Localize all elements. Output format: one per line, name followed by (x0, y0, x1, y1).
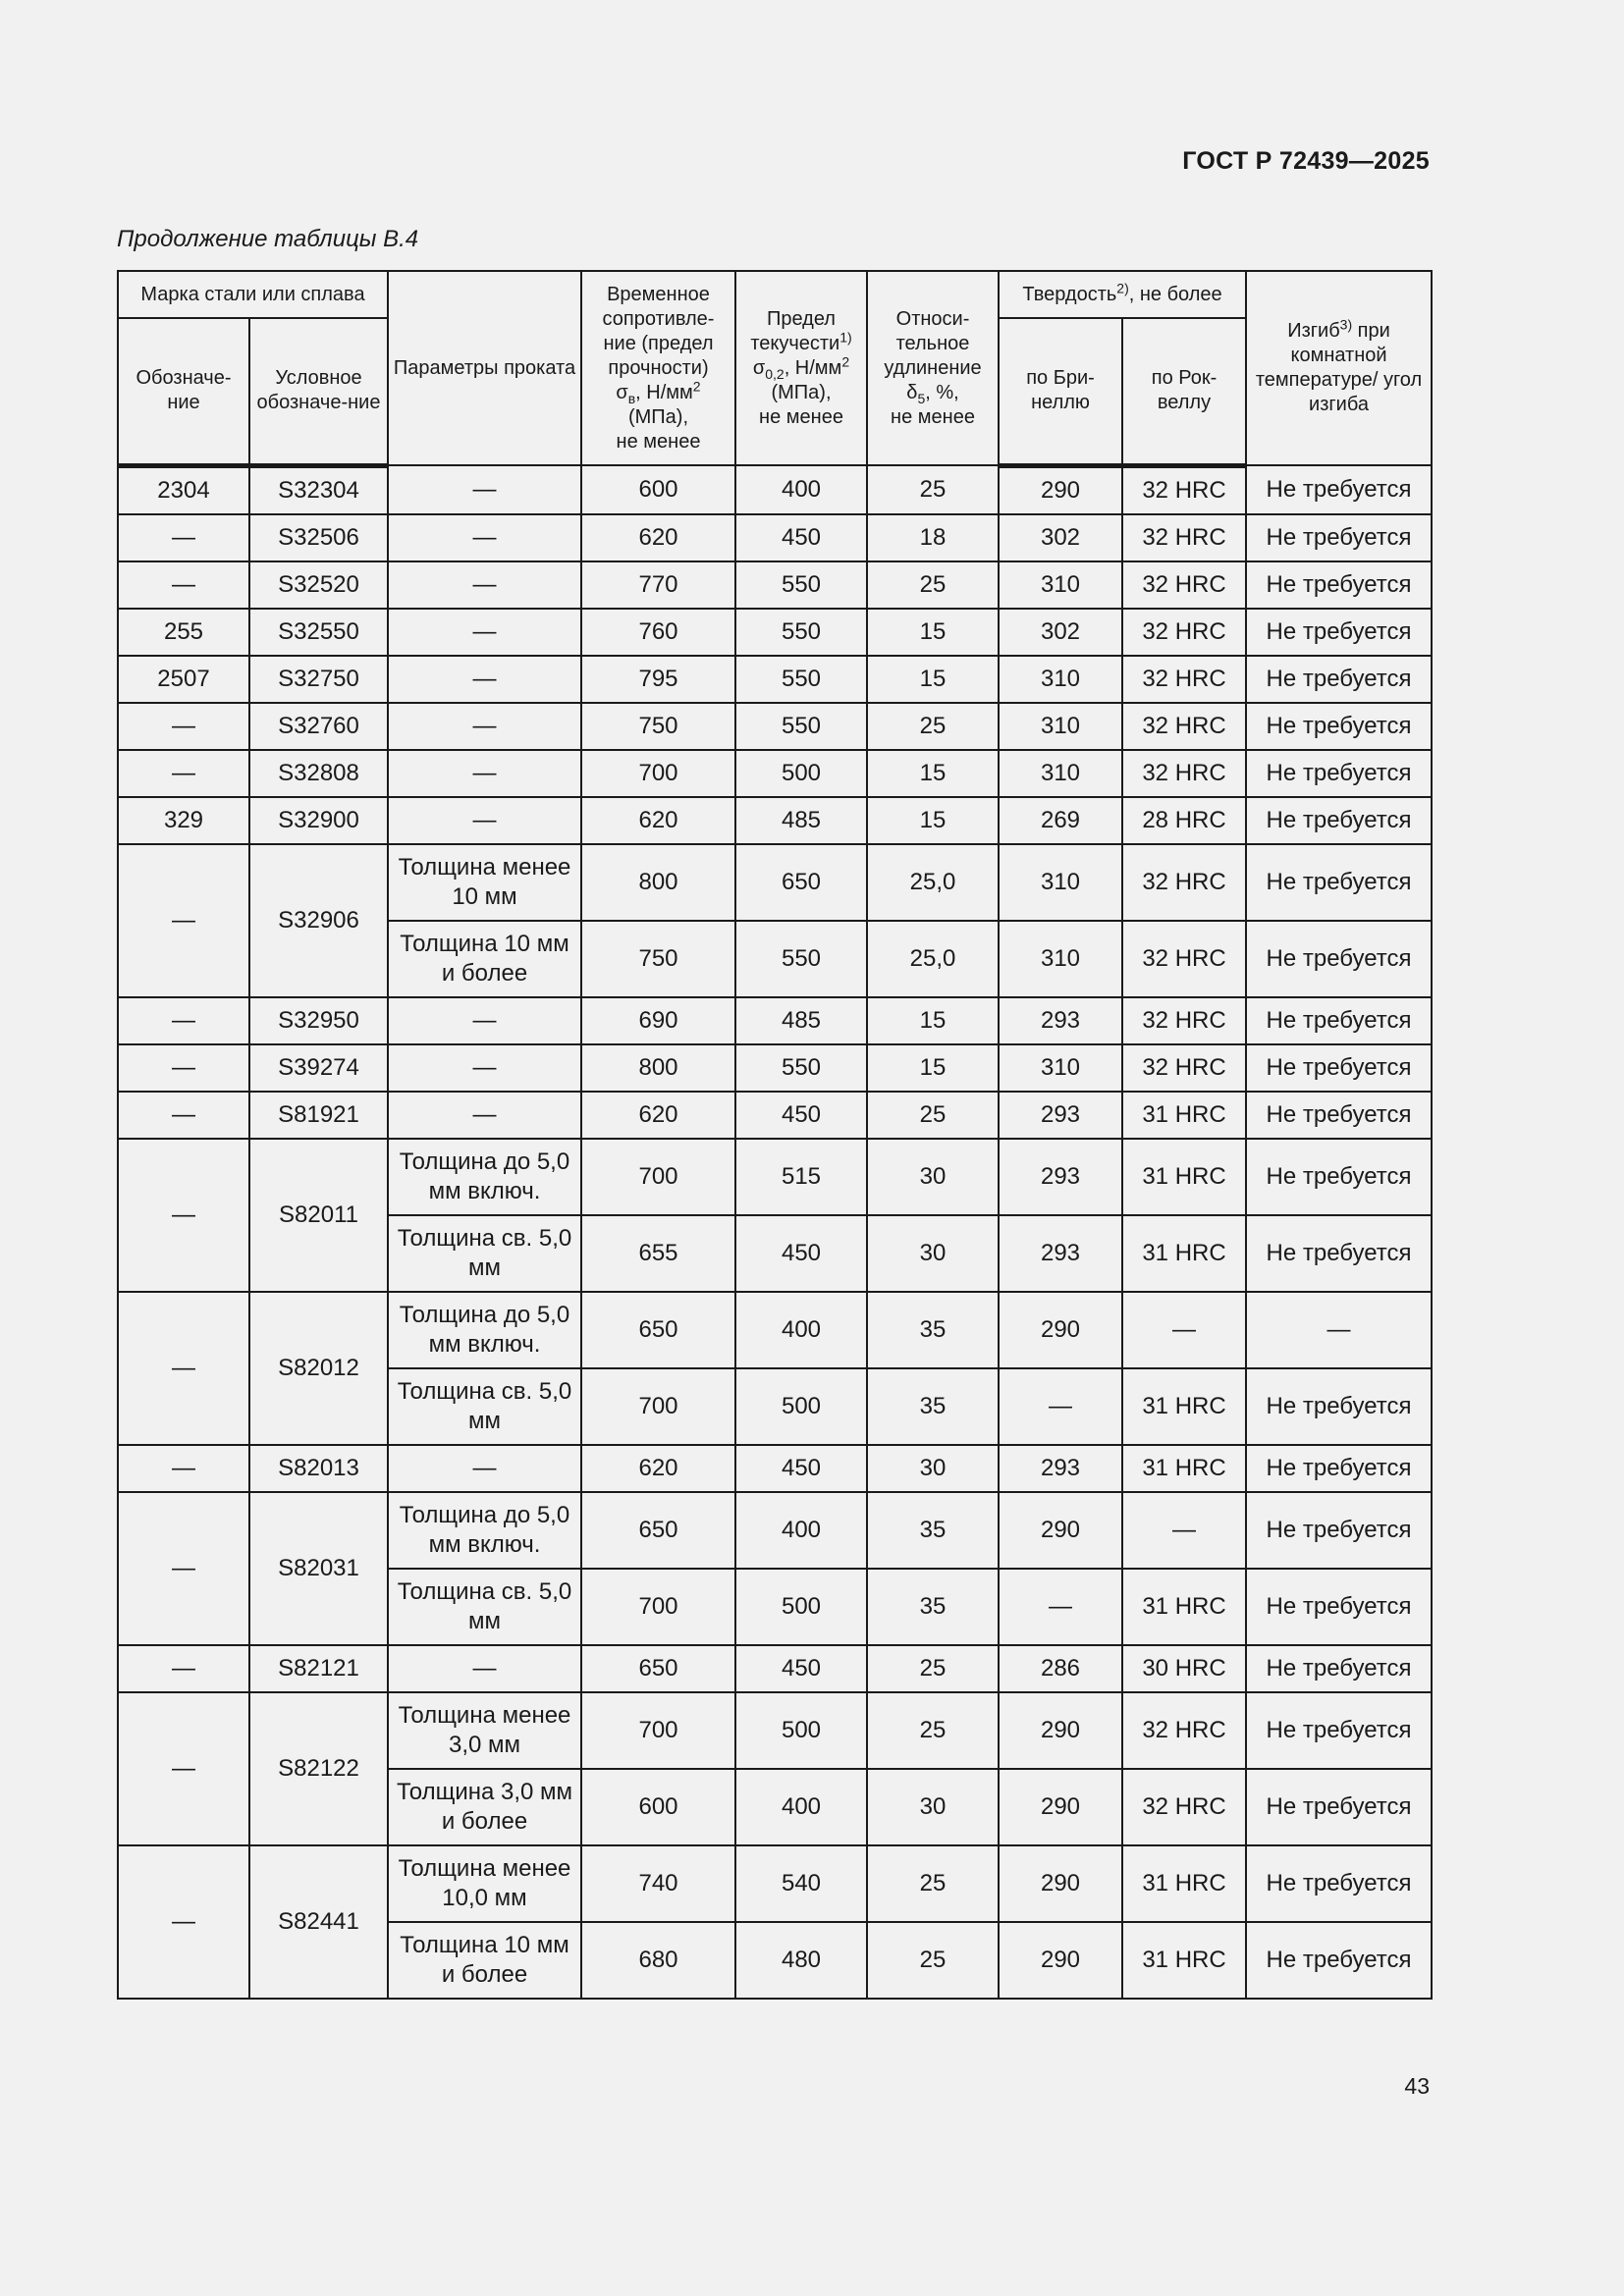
cell-tensile: 620 (581, 1445, 735, 1492)
cell-designation: — (118, 1092, 249, 1139)
cell-rockwell: — (1122, 1492, 1246, 1569)
standard-number: ГОСТ Р 72439—2025 (1182, 147, 1430, 175)
cell-tensile: 700 (581, 750, 735, 797)
cell-bend: Не требуется (1246, 609, 1432, 656)
cell-elongation: 35 (867, 1368, 999, 1445)
cell-rockwell: 32 HRC (1122, 1769, 1246, 1845)
cell-elongation: 25 (867, 561, 999, 609)
cell-tensile: 760 (581, 609, 735, 656)
cell-conventional: S82012 (249, 1292, 388, 1445)
cell-yield: 500 (735, 750, 867, 797)
cell-brinell: 293 (999, 1445, 1122, 1492)
cell-bend: Не требуется (1246, 1845, 1432, 1922)
header-brinell: по Бри-неллю (999, 318, 1122, 465)
cell-bend: Не требуется (1246, 750, 1432, 797)
table-row (118, 656, 1432, 703)
cell-params: Толщина до 5,0 мм включ. (388, 1492, 581, 1569)
cell-conventional: S32906 (249, 844, 388, 997)
cell-bend: Не требуется (1246, 997, 1432, 1044)
cell-tensile: 600 (581, 465, 735, 514)
cell-brinell: 286 (999, 1645, 1122, 1692)
cell-designation: 329 (118, 797, 249, 844)
cell-yield: 540 (735, 1845, 867, 1922)
cell-conventional: S32760 (249, 703, 388, 750)
cell-params: — (388, 465, 581, 514)
header-rockwell: по Рок-веллу (1122, 318, 1246, 465)
cell-designation: — (118, 1845, 249, 1999)
cell-params: — (388, 750, 581, 797)
cell-bend: Не требуется (1246, 1692, 1432, 1769)
cell-params: Толщина 3,0 мм и более (388, 1769, 581, 1845)
cell-tensile: 650 (581, 1292, 735, 1368)
cell-rockwell: 32 HRC (1122, 609, 1246, 656)
cell-params: — (388, 561, 581, 609)
cell-rockwell: — (1122, 1292, 1246, 1368)
cell-tensile: 800 (581, 1044, 735, 1092)
header-bend: Изгиб$^{3)}$ при комнатной температуре/ угол изгиба (1246, 271, 1432, 465)
table-row (118, 703, 1432, 750)
cell-bend: Не требуется (1246, 465, 1432, 514)
cell-elongation: 30 (867, 1139, 999, 1215)
cell-tensile: 620 (581, 1092, 735, 1139)
cell-params: — (388, 797, 581, 844)
cell-yield: 400 (735, 1769, 867, 1845)
header-designation: Обозначе-ние (118, 318, 249, 465)
header-conventional: Условное обозначе-ние (249, 318, 388, 465)
table-row (118, 797, 1432, 844)
cell-conventional: S82013 (249, 1445, 388, 1492)
cell-bend: Не требуется (1246, 1492, 1432, 1569)
cell-designation: — (118, 1445, 249, 1492)
cell-yield: 450 (735, 1445, 867, 1492)
cell-brinell: 293 (999, 1139, 1122, 1215)
header-tensile: Временное сопротивле-ние (предел прочности) $\sigma_в$, $Н/мм^2$ (МПа), не менее (581, 271, 735, 465)
cell-conventional: S32520 (249, 561, 388, 609)
cell-conventional: S32950 (249, 997, 388, 1044)
cell-designation: — (118, 750, 249, 797)
table-row (118, 1692, 1432, 1769)
header-elongation: Относи-тельное удлинение $\delta_5$, %, не менее (867, 271, 999, 465)
cell-designation: — (118, 1292, 249, 1445)
cell-elongation: 25,0 (867, 921, 999, 997)
cell-yield: 450 (735, 514, 867, 561)
cell-elongation: 25 (867, 703, 999, 750)
cell-bend: Не требуется (1246, 656, 1432, 703)
cell-yield: 450 (735, 1092, 867, 1139)
cell-yield: 550 (735, 561, 867, 609)
cell-tensile: 700 (581, 1692, 735, 1769)
cell-rockwell: 32 HRC (1122, 997, 1246, 1044)
cell-rockwell: 32 HRC (1122, 656, 1246, 703)
cell-conventional: S39274 (249, 1044, 388, 1092)
cell-yield: 500 (735, 1692, 867, 1769)
table-row (118, 997, 1432, 1044)
header-grade-group: Марка стали или сплава (118, 271, 388, 318)
cell-yield: 550 (735, 656, 867, 703)
cell-conventional: S82441 (249, 1845, 388, 1999)
cell-brinell: 290 (999, 1845, 1122, 1922)
cell-params: Толщина св. 5,0 мм (388, 1368, 581, 1445)
header-params: Параметры проката (388, 271, 581, 465)
table-row (118, 1139, 1432, 1215)
cell-tensile: 620 (581, 514, 735, 561)
cell-designation: — (118, 844, 249, 997)
cell-designation: 2507 (118, 656, 249, 703)
cell-bend: Не требуется (1246, 1368, 1432, 1445)
cell-rockwell: 28 HRC (1122, 797, 1246, 844)
cell-designation: — (118, 1692, 249, 1845)
cell-bend: Не требуется (1246, 1139, 1432, 1215)
cell-params: — (388, 703, 581, 750)
cell-brinell: 302 (999, 514, 1122, 561)
cell-conventional: S81921 (249, 1092, 388, 1139)
cell-conventional: S32550 (249, 609, 388, 656)
cell-brinell: 290 (999, 1922, 1122, 1999)
cell-elongation: 30 (867, 1445, 999, 1492)
cell-tensile: 620 (581, 797, 735, 844)
cell-elongation: 15 (867, 750, 999, 797)
cell-bend: Не требуется (1246, 1922, 1432, 1999)
cell-yield: 515 (735, 1139, 867, 1215)
cell-designation: 2304 (118, 465, 249, 514)
cell-designation: 255 (118, 609, 249, 656)
cell-elongation: 25 (867, 1092, 999, 1139)
cell-rockwell: 31 HRC (1122, 1922, 1246, 1999)
cell-brinell: 269 (999, 797, 1122, 844)
table-caption: Продолжение таблицы В.4 (117, 226, 419, 252)
cell-tensile: 690 (581, 997, 735, 1044)
cell-brinell: 302 (999, 609, 1122, 656)
table-row (118, 1445, 1432, 1492)
cell-params: Толщина 10 мм и более (388, 921, 581, 997)
cell-tensile: 770 (581, 561, 735, 609)
cell-yield: 500 (735, 1368, 867, 1445)
cell-tensile: 680 (581, 1922, 735, 1999)
cell-brinell: 310 (999, 1044, 1122, 1092)
steel-properties-table (117, 270, 1433, 2000)
cell-params: Толщина 10 мм и более (388, 1922, 581, 1999)
table-row (118, 609, 1432, 656)
cell-rockwell: 31 HRC (1122, 1368, 1246, 1445)
cell-conventional: S82011 (249, 1139, 388, 1292)
cell-params: — (388, 1445, 581, 1492)
table-row (118, 514, 1432, 561)
cell-rockwell: 31 HRC (1122, 1569, 1246, 1645)
cell-brinell: 310 (999, 703, 1122, 750)
cell-rockwell: 32 HRC (1122, 561, 1246, 609)
cell-conventional: S32304 (249, 465, 388, 514)
cell-params: Толщина до 5,0 мм включ. (388, 1292, 581, 1368)
cell-yield: 550 (735, 1044, 867, 1092)
table-row (118, 1845, 1432, 1922)
cell-rockwell: 32 HRC (1122, 750, 1246, 797)
cell-conventional: S32900 (249, 797, 388, 844)
cell-bend: Не требуется (1246, 1044, 1432, 1092)
cell-elongation: 15 (867, 656, 999, 703)
cell-conventional: S32506 (249, 514, 388, 561)
cell-elongation: 35 (867, 1569, 999, 1645)
cell-rockwell: 32 HRC (1122, 1044, 1246, 1092)
cell-params: Толщина менее 10 мм (388, 844, 581, 921)
cell-rockwell: 32 HRC (1122, 465, 1246, 514)
table-row (118, 465, 1432, 514)
cell-params: — (388, 514, 581, 561)
cell-rockwell: 32 HRC (1122, 703, 1246, 750)
cell-bend: Не требуется (1246, 1569, 1432, 1645)
cell-bend: Не требуется (1246, 1769, 1432, 1845)
cell-yield: 450 (735, 1645, 867, 1692)
cell-tensile: 600 (581, 1769, 735, 1845)
cell-rockwell: 31 HRC (1122, 1445, 1246, 1492)
cell-bend: Не требуется (1246, 844, 1432, 921)
cell-elongation: 25 (867, 1922, 999, 1999)
cell-tensile: 700 (581, 1368, 735, 1445)
cell-rockwell: 32 HRC (1122, 844, 1246, 921)
cell-brinell: 310 (999, 656, 1122, 703)
cell-designation: — (118, 514, 249, 561)
cell-brinell: 290 (999, 1769, 1122, 1845)
cell-brinell: 293 (999, 1215, 1122, 1292)
cell-elongation: 25 (867, 1845, 999, 1922)
cell-rockwell: 32 HRC (1122, 921, 1246, 997)
cell-yield: 550 (735, 921, 867, 997)
cell-params: Толщина св. 5,0 мм (388, 1215, 581, 1292)
cell-tensile: 740 (581, 1845, 735, 1922)
cell-brinell: — (999, 1569, 1122, 1645)
cell-brinell: 290 (999, 1692, 1122, 1769)
cell-elongation: 15 (867, 997, 999, 1044)
cell-brinell: 310 (999, 844, 1122, 921)
cell-designation: — (118, 1139, 249, 1292)
cell-conventional: S82122 (249, 1692, 388, 1845)
cell-bend: Не требуется (1246, 703, 1432, 750)
cell-params: — (388, 609, 581, 656)
cell-params: Толщина менее 3,0 мм (388, 1692, 581, 1769)
cell-bend: — (1246, 1292, 1432, 1368)
cell-tensile: 800 (581, 844, 735, 921)
cell-params: Толщина до 5,0 мм включ. (388, 1139, 581, 1215)
table-row (118, 750, 1432, 797)
table-row (118, 1645, 1432, 1692)
cell-rockwell: 30 HRC (1122, 1645, 1246, 1692)
cell-params: — (388, 1645, 581, 1692)
cell-tensile: 700 (581, 1139, 735, 1215)
cell-conventional: S82031 (249, 1492, 388, 1645)
cell-rockwell: 31 HRC (1122, 1139, 1246, 1215)
cell-conventional: S32750 (249, 656, 388, 703)
cell-tensile: 750 (581, 921, 735, 997)
cell-bend: Не требуется (1246, 561, 1432, 609)
cell-bend: Не требуется (1246, 797, 1432, 844)
cell-yield: 550 (735, 703, 867, 750)
cell-elongation: 30 (867, 1769, 999, 1845)
cell-brinell: — (999, 1368, 1122, 1445)
cell-elongation: 25 (867, 465, 999, 514)
cell-yield: 650 (735, 844, 867, 921)
cell-yield: 485 (735, 997, 867, 1044)
cell-elongation: 30 (867, 1215, 999, 1292)
cell-tensile: 750 (581, 703, 735, 750)
cell-designation: — (118, 703, 249, 750)
cell-brinell: 290 (999, 1492, 1122, 1569)
cell-bend: Не требуется (1246, 1092, 1432, 1139)
cell-yield: 400 (735, 465, 867, 514)
cell-brinell: 310 (999, 561, 1122, 609)
cell-params: — (388, 997, 581, 1044)
cell-yield: 550 (735, 609, 867, 656)
cell-rockwell: 31 HRC (1122, 1092, 1246, 1139)
cell-brinell: 293 (999, 1092, 1122, 1139)
table-row (118, 844, 1432, 921)
cell-conventional: S32808 (249, 750, 388, 797)
page-number: 43 (1404, 2073, 1430, 2099)
cell-designation: — (118, 1044, 249, 1092)
cell-yield: 400 (735, 1492, 867, 1569)
cell-elongation: 15 (867, 1044, 999, 1092)
cell-tensile: 655 (581, 1215, 735, 1292)
table-row (118, 1292, 1432, 1368)
cell-yield: 485 (735, 797, 867, 844)
cell-params: Толщина св. 5,0 мм (388, 1569, 581, 1645)
cell-bend: Не требуется (1246, 1645, 1432, 1692)
table-row (118, 1092, 1432, 1139)
cell-tensile: 700 (581, 1569, 735, 1645)
cell-brinell: 290 (999, 1292, 1122, 1368)
cell-params: — (388, 1092, 581, 1139)
cell-elongation: 25,0 (867, 844, 999, 921)
cell-brinell: 310 (999, 750, 1122, 797)
cell-yield: 480 (735, 1922, 867, 1999)
cell-bend: Не требуется (1246, 514, 1432, 561)
cell-tensile: 650 (581, 1645, 735, 1692)
cell-conventional: S82121 (249, 1645, 388, 1692)
cell-brinell: 290 (999, 465, 1122, 514)
cell-yield: 500 (735, 1569, 867, 1645)
cell-brinell: 293 (999, 997, 1122, 1044)
cell-elongation: 25 (867, 1692, 999, 1769)
cell-brinell: 310 (999, 921, 1122, 997)
cell-elongation: 18 (867, 514, 999, 561)
cell-bend: Не требуется (1246, 1215, 1432, 1292)
cell-elongation: 15 (867, 797, 999, 844)
cell-designation: — (118, 561, 249, 609)
cell-designation: — (118, 1492, 249, 1645)
table-row (118, 1492, 1432, 1569)
cell-elongation: 35 (867, 1292, 999, 1368)
cell-yield: 400 (735, 1292, 867, 1368)
cell-elongation: 35 (867, 1492, 999, 1569)
table-row (118, 1044, 1432, 1092)
cell-yield: 450 (735, 1215, 867, 1292)
cell-rockwell: 31 HRC (1122, 1215, 1246, 1292)
cell-bend: Не требуется (1246, 1445, 1432, 1492)
cell-tensile: 650 (581, 1492, 735, 1569)
cell-bend: Не требуется (1246, 921, 1432, 997)
header-hardness: Твердость$^{2)}$, не более (999, 271, 1246, 318)
cell-designation: — (118, 1645, 249, 1692)
cell-rockwell: 32 HRC (1122, 1692, 1246, 1769)
table-row (118, 561, 1432, 609)
cell-rockwell: 32 HRC (1122, 514, 1246, 561)
cell-params: — (388, 656, 581, 703)
cell-params: — (388, 1044, 581, 1092)
cell-tensile: 795 (581, 656, 735, 703)
cell-designation: — (118, 997, 249, 1044)
cell-rockwell: 31 HRC (1122, 1845, 1246, 1922)
cell-elongation: 15 (867, 609, 999, 656)
cell-elongation: 25 (867, 1645, 999, 1692)
cell-params: Толщина менее 10,0 мм (388, 1845, 581, 1922)
header-yield: Предел текучести$^{1)}$ $\sigma_{0,2}$, $Н/мм^2$ (МПа), не менее (735, 271, 867, 465)
